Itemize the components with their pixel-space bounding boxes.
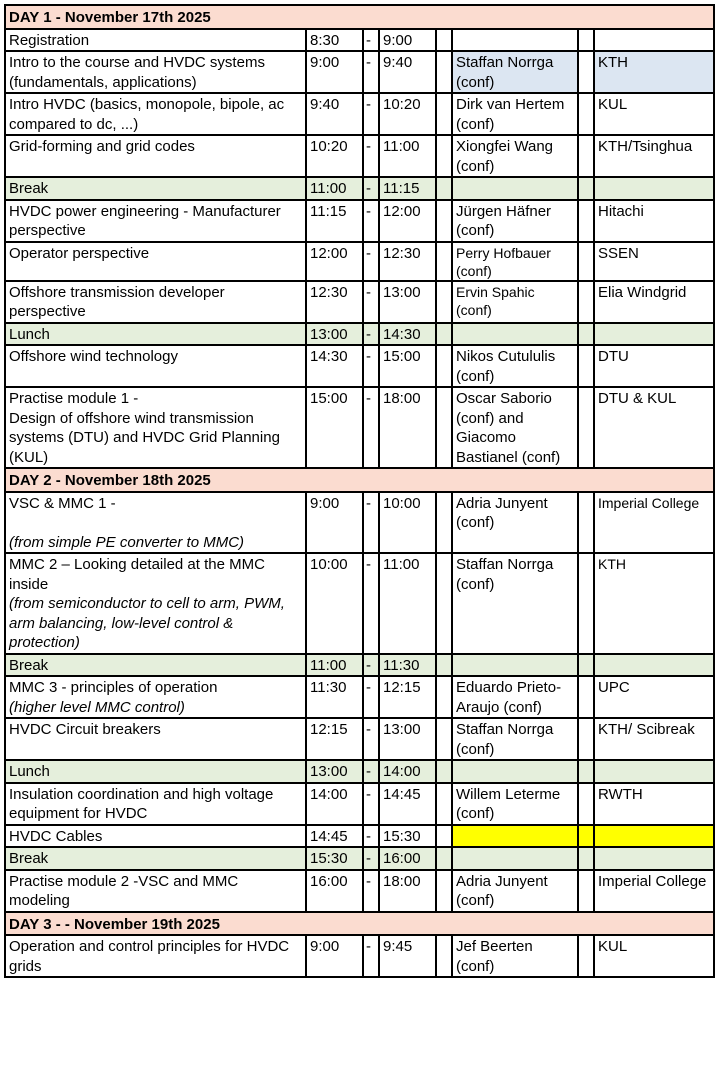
topic-text: Intro to the course and HVDC systems (fundamentals, applications): [9, 54, 265, 91]
topic-text: Offshore transmission developer perspective: [9, 283, 225, 320]
speaker: Xiongfei Wang (conf): [452, 135, 578, 177]
session-topic: [5, 242, 306, 281]
organization: Imperial College: [594, 492, 714, 554]
session-topic: [5, 847, 306, 870]
end-time: 11:30: [379, 654, 436, 677]
topic-text: Offshore wind technology: [9, 348, 178, 365]
topic-text: Grid-forming and grid codes: [9, 138, 195, 155]
time-separator: -: [363, 760, 379, 783]
session-row: [5, 29, 714, 52]
day-title: DAY 1 - November 17th 2025: [5, 5, 714, 29]
spacer-cell: [578, 676, 594, 718]
schedule-page: [4, 4, 715, 978]
end-time: 10:00: [379, 492, 436, 554]
start-time: 10:20: [306, 135, 363, 177]
spacer-cell: [578, 345, 594, 387]
spacer-cell: [436, 177, 452, 200]
time-separator: -: [363, 200, 379, 242]
organization: Hitachi: [594, 200, 714, 242]
organization: UPC: [594, 676, 714, 718]
spacer-cell: [436, 718, 452, 760]
start-time: 11:00: [306, 654, 363, 677]
topic-text: Lunch: [9, 325, 50, 343]
speaker: Staffan Norrga (conf): [452, 553, 578, 654]
spacer-cell: [578, 760, 594, 783]
organization: [594, 847, 714, 870]
organization: [594, 825, 714, 848]
session-topic: [5, 29, 306, 52]
spacer-cell: [578, 718, 594, 760]
day-title: DAY 3 - - November 19th 2025: [5, 912, 714, 936]
session-topic: [5, 718, 306, 760]
session-topic: [5, 783, 306, 825]
session-topic: [5, 281, 306, 323]
organization: RWTH: [594, 783, 714, 825]
time-separator: -: [363, 387, 379, 468]
start-time: 9:00: [306, 492, 363, 554]
session-row: [5, 676, 714, 718]
organization: SSEN: [594, 242, 714, 281]
session-row: [5, 200, 714, 242]
start-time: 10:00: [306, 553, 363, 654]
start-time: 12:30: [306, 281, 363, 323]
session-topic: [5, 654, 306, 677]
session-topic: [5, 135, 306, 177]
speaker: Staffan Norrga (conf): [452, 51, 578, 93]
topic-text: Operation and control principles for HVDC grids: [9, 938, 290, 975]
end-time: 13:00: [379, 281, 436, 323]
spacer-cell: [436, 492, 452, 554]
organization: [594, 177, 714, 200]
speaker: Jürgen Häfner (conf): [452, 200, 578, 242]
topic-text: HVDC Cables: [9, 827, 103, 845]
session-row: [5, 935, 714, 977]
speaker: Oscar Saborio (conf) and Giacomo Bastianel (conf): [452, 387, 578, 468]
day-title: DAY 2 - November 18th 2025: [5, 468, 714, 492]
spacer-cell: [578, 281, 594, 323]
day-header-row: [5, 912, 714, 936]
topic-text: HVDC Circuit breakers: [9, 721, 161, 738]
spacer-cell: [436, 323, 452, 346]
start-time: 13:00: [306, 323, 363, 346]
spacer-cell: [436, 760, 452, 783]
topic-text: Break: [9, 850, 49, 867]
end-time: 11:00: [379, 135, 436, 177]
organization: KUL: [594, 93, 714, 135]
start-time: 12:15: [306, 718, 363, 760]
topic-text: MMC 3 - principles of operation: [9, 679, 218, 696]
session-topic: [5, 825, 306, 848]
topic-text: MMC 2 – Looking detailed at the MMC inside: [9, 556, 265, 593]
spacer-cell: [578, 177, 594, 200]
spacer-cell: [578, 847, 594, 870]
end-time: 12:00: [379, 200, 436, 242]
start-time: 14:00: [306, 783, 363, 825]
time-separator: -: [363, 345, 379, 387]
organization: KTH/ Scibreak: [594, 718, 714, 760]
spacer-cell: [436, 783, 452, 825]
end-time: 11:00: [379, 553, 436, 654]
session-row: [5, 492, 714, 554]
break-row: [5, 760, 714, 783]
organization: Elia Windgrid: [594, 281, 714, 323]
session-topic: [5, 492, 306, 554]
topic-text: Practise module 2 -VSC and MMC modeling: [9, 872, 239, 909]
session-topic: [5, 553, 306, 654]
end-time: 15:00: [379, 345, 436, 387]
time-separator: -: [363, 847, 379, 870]
session-row: [5, 825, 714, 848]
topic-text: [9, 513, 302, 533]
spacer-cell: [436, 935, 452, 977]
organization: Imperial College: [594, 870, 714, 912]
speaker: Adria Junyent (conf): [452, 492, 578, 554]
session-topic: [5, 870, 306, 912]
speaker: Adria Junyent (conf): [452, 870, 578, 912]
start-time: 9:40: [306, 93, 363, 135]
session-topic: [5, 760, 306, 783]
start-time: 11:15: [306, 200, 363, 242]
topic-text: Practise module 1 -: [9, 390, 139, 407]
spacer-cell: [578, 242, 594, 281]
speaker: Staffan Norrga (conf): [452, 718, 578, 760]
topic-text: Intro HVDC (basics, monopole, bipole, ac compared to dc, ...): [9, 96, 285, 133]
time-separator: -: [363, 492, 379, 554]
end-time: 13:00: [379, 718, 436, 760]
schedule-table: [4, 4, 715, 978]
spacer-cell: [436, 847, 452, 870]
spacer-cell: [578, 935, 594, 977]
spacer-cell: [578, 553, 594, 654]
session-row: [5, 93, 714, 135]
start-time: 11:00: [306, 177, 363, 200]
start-time: 14:30: [306, 345, 363, 387]
day-header-row: [5, 5, 714, 29]
time-separator: -: [363, 29, 379, 52]
time-separator: -: [363, 676, 379, 718]
speaker: Eduardo Prieto-Araujo (conf): [452, 676, 578, 718]
spacer-cell: [578, 387, 594, 468]
organization: KUL: [594, 935, 714, 977]
spacer-cell: [436, 135, 452, 177]
start-time: 11:30: [306, 676, 363, 718]
spacer-cell: [578, 29, 594, 52]
end-time: 16:00: [379, 847, 436, 870]
speaker: Ervin Spahic (conf): [452, 281, 578, 323]
time-separator: -: [363, 135, 379, 177]
start-time: 12:00: [306, 242, 363, 281]
spacer-cell: [436, 200, 452, 242]
speaker: Perry Hofbauer (conf): [452, 242, 578, 281]
session-row: [5, 242, 714, 281]
end-time: 12:30: [379, 242, 436, 281]
spacer-cell: [578, 51, 594, 93]
session-row: [5, 387, 714, 468]
end-time: 14:45: [379, 783, 436, 825]
spacer-cell: [578, 870, 594, 912]
time-separator: -: [363, 654, 379, 677]
end-time: 9:40: [379, 51, 436, 93]
session-topic: [5, 345, 306, 387]
start-time: 14:45: [306, 825, 363, 848]
organization: KTH: [594, 553, 714, 654]
session-topic: [5, 177, 306, 200]
spacer-cell: [436, 676, 452, 718]
end-time: 12:15: [379, 676, 436, 718]
organization: KTH/Tsinghua: [594, 135, 714, 177]
organization: [594, 29, 714, 52]
speaker: [452, 29, 578, 52]
break-row: [5, 847, 714, 870]
organization: [594, 654, 714, 677]
spacer-cell: [436, 242, 452, 281]
session-topic: [5, 676, 306, 718]
end-time: 14:00: [379, 760, 436, 783]
topic-text: HVDC power engineering - Manufacturer perspective: [9, 202, 281, 239]
time-separator: -: [363, 242, 379, 281]
speaker: Nikos Cutululis (conf): [452, 345, 578, 387]
spacer-cell: [578, 783, 594, 825]
topic-text: VSC & MMC 1 -: [9, 494, 116, 512]
session-row: [5, 553, 714, 654]
spacer-cell: [578, 200, 594, 242]
time-separator: -: [363, 825, 379, 848]
time-separator: -: [363, 718, 379, 760]
time-separator: -: [363, 323, 379, 346]
session-row: [5, 783, 714, 825]
start-time: 9:00: [306, 935, 363, 977]
end-time: 18:00: [379, 387, 436, 468]
session-row: [5, 718, 714, 760]
topic-text: Registration: [9, 31, 90, 49]
speaker: Dirk van Hertem (conf): [452, 93, 578, 135]
spacer-cell: [436, 825, 452, 848]
speaker: [452, 177, 578, 200]
speaker: [452, 760, 578, 783]
spacer-cell: [578, 135, 594, 177]
start-time: 15:00: [306, 387, 363, 468]
session-topic: [5, 51, 306, 93]
spacer-cell: [436, 29, 452, 52]
speaker: [452, 847, 578, 870]
spacer-cell: [436, 553, 452, 654]
session-row: [5, 51, 714, 93]
session-row: [5, 281, 714, 323]
spacer-cell: [578, 323, 594, 346]
speaker: [452, 825, 578, 848]
break-row: [5, 177, 714, 200]
speaker: [452, 654, 578, 677]
organization: KTH: [594, 51, 714, 93]
start-time: 16:00: [306, 870, 363, 912]
day-header-row: [5, 468, 714, 492]
time-separator: -: [363, 553, 379, 654]
time-separator: -: [363, 935, 379, 977]
topic-note: (from simple PE converter to MMC): [9, 533, 245, 551]
break-row: [5, 323, 714, 346]
time-separator: -: [363, 93, 379, 135]
topic-note: (from semiconductor to cell to arm, PWM, arm balancing, low-level control & protection): [9, 595, 285, 651]
time-separator: -: [363, 870, 379, 912]
session-topic: [5, 93, 306, 135]
end-time: 10:20: [379, 93, 436, 135]
organization: [594, 323, 714, 346]
time-separator: -: [363, 177, 379, 200]
time-separator: -: [363, 281, 379, 323]
start-time: 15:30: [306, 847, 363, 870]
spacer-cell: [436, 281, 452, 323]
session-row: [5, 135, 714, 177]
time-separator: -: [363, 783, 379, 825]
topic-text: Operator perspective: [9, 244, 150, 262]
spacer-cell: [578, 492, 594, 554]
organization: DTU & KUL: [594, 387, 714, 468]
spacer-cell: [578, 654, 594, 677]
session-topic: [5, 935, 306, 977]
spacer-cell: [578, 825, 594, 848]
end-time: 14:30: [379, 323, 436, 346]
spacer-cell: [436, 387, 452, 468]
spacer-cell: [436, 51, 452, 93]
start-time: 9:00: [306, 51, 363, 93]
spacer-cell: [436, 93, 452, 135]
end-time: 9:00: [379, 29, 436, 52]
end-time: 18:00: [379, 870, 436, 912]
topic-text: Design of offshore wind transmission systems (DTU) and HVDC Grid Planning (KUL): [9, 409, 280, 466]
time-separator: -: [363, 51, 379, 93]
organization: [594, 760, 714, 783]
end-time: 11:15: [379, 177, 436, 200]
end-time: 15:30: [379, 825, 436, 848]
session-row: [5, 345, 714, 387]
topic-note: (higher level MMC control): [9, 698, 185, 716]
topic-text: Insulation coordination and high voltage equipment for HVDC: [9, 785, 274, 822]
session-topic: [5, 323, 306, 346]
session-topic: [5, 387, 306, 468]
start-time: 13:00: [306, 760, 363, 783]
spacer-cell: [436, 870, 452, 912]
spacer-cell: [578, 93, 594, 135]
topic-text: Break: [9, 180, 49, 197]
start-time: 8:30: [306, 29, 363, 52]
end-time: 9:45: [379, 935, 436, 977]
speaker: [452, 323, 578, 346]
session-topic: [5, 200, 306, 242]
topic-text: Break: [9, 656, 49, 674]
session-row: [5, 870, 714, 912]
spacer-cell: [436, 345, 452, 387]
speaker: Willem Leterme (conf): [452, 783, 578, 825]
speaker: Jef Beerten (conf): [452, 935, 578, 977]
spacer-cell: [436, 654, 452, 677]
break-row: [5, 654, 714, 677]
organization: DTU: [594, 345, 714, 387]
topic-text: Lunch: [9, 763, 50, 780]
